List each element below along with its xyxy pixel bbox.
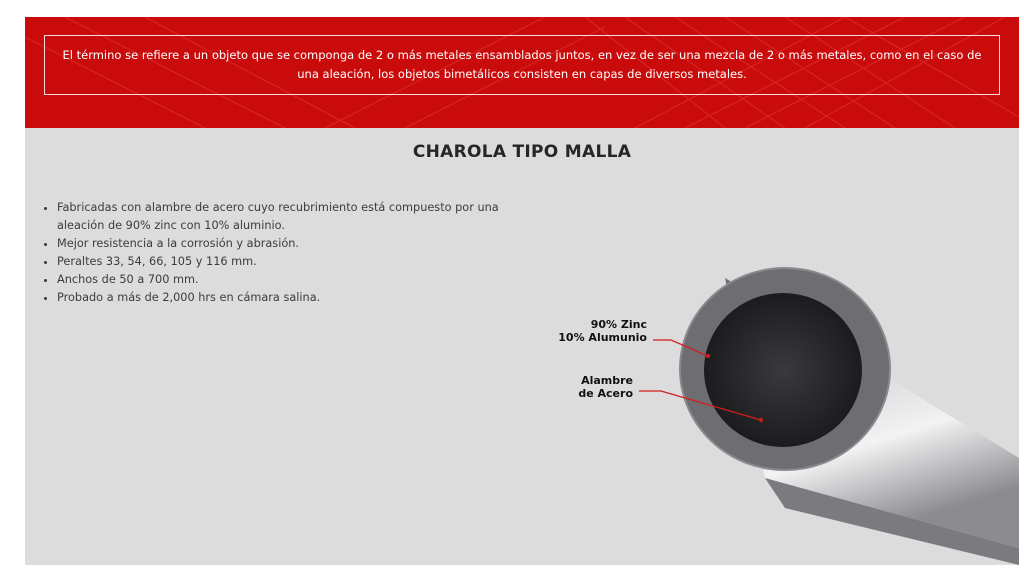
steel-core (704, 293, 862, 447)
coating-label-line2: 10% Alumunio (558, 331, 647, 344)
info-banner (25, 17, 1019, 128)
core-label-line2: de Acero (578, 387, 633, 400)
core-callout (537, 374, 633, 400)
feature-item: • Mejor resistencia a la corrosión y abrasión. (57, 235, 532, 253)
coating-label-line1: 90% Zinc (590, 318, 647, 331)
banner-text-box (44, 35, 1000, 95)
product-section (25, 128, 1019, 565)
wire-cross-section-illustration (25, 128, 1019, 565)
feature-item: • Fabricadas con alambre de acero cuyo recubrimiento está compuesto por una aleación de 90% zinc con 10% aluminio. (57, 199, 532, 235)
section-title: CHAROLA TIPO MALLA (412, 142, 632, 162)
banner-description: El término se refiere a un objeto que se componga de 2 o más metales ensamblados juntos, en vez de ser una mezcla de 2 o más metales, como en el caso de una aleación, los objetos bimetálicos consisten en capas de diversos metales. (62, 48, 982, 81)
feature-item: • Peraltes 33, 54, 66, 105 y 116 mm. (57, 253, 532, 271)
feature-item: • Probado a más de 2,000 hrs en cámara salina. (57, 289, 532, 307)
core-label-line1: Alambre (581, 374, 633, 387)
feature-item: • Anchos de 50 a 700 mm. (57, 271, 532, 289)
coating-callout (537, 318, 647, 344)
